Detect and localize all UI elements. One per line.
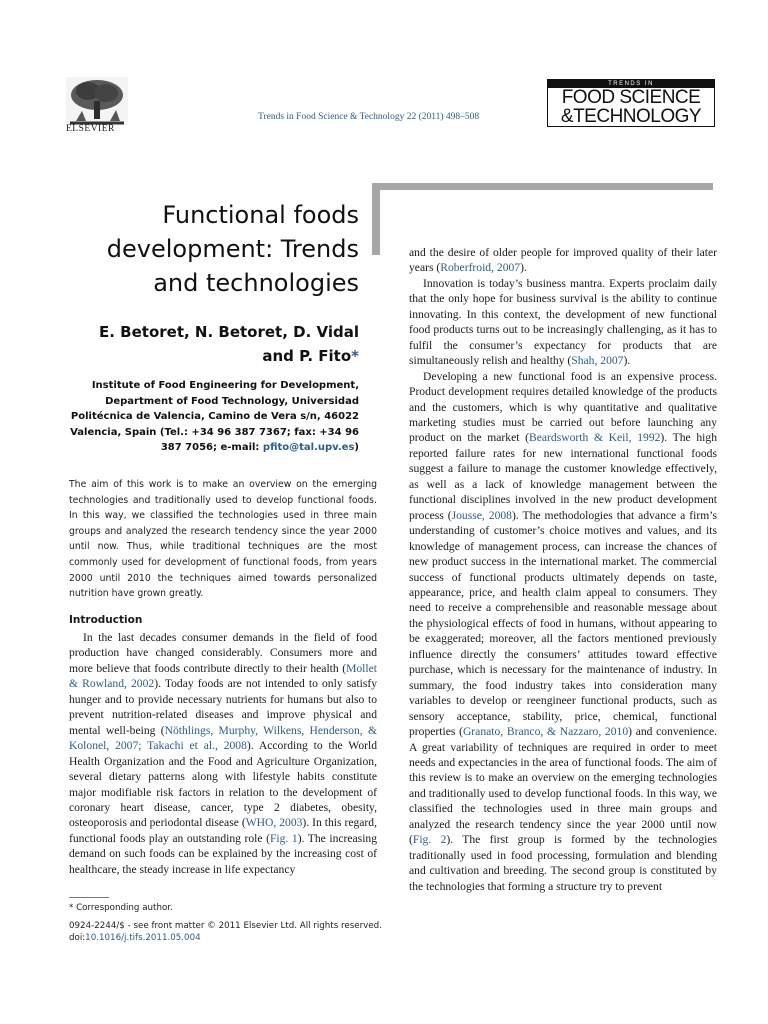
affiliation-line: Department of Food Technology, Universidad: [105, 395, 359, 407]
publisher-name: ELSEVIER: [66, 124, 115, 134]
body-text: ). The high reported failure rates for new international functional foods suggest a failure to manage the customer knowledge effectively, as well as a lack of knowledge management between the functional disciplines involved in the new product development process (: [409, 431, 717, 522]
body-paragraph: [409, 245, 717, 276]
title-line: development: Trends: [106, 235, 359, 263]
masthead-top: TRENDS IN: [548, 80, 714, 88]
affiliation-line: 387 7056; e-mail: pfito@tal.upv.es): [160, 442, 359, 454]
citation-link[interactable]: Beardsworth & Keil, 1992: [529, 431, 661, 445]
authors-line: and P. Fito*: [262, 347, 359, 365]
citation-link[interactable]: Fig. 2: [412, 833, 447, 847]
citation-link[interactable]: Jousse, 2008: [451, 508, 512, 522]
body-text: ). The increasing demand on such foods can be explained by the increasing cost of healthcare, the steady increase in life expectancy: [69, 831, 378, 876]
body-text: ). The first group is formed by the technologies traditionally used in food processing, formulation and blending and cultivation and breeding. The second group is constituted by the technologies that forming a structure try to prevent: [409, 833, 717, 893]
body-text: ). Today foods are not intended to only satisfy hunger and to provide necessary nutrients for humans but also to prevent nutrition-related diseases and improve physical and mental well-being (: [69, 677, 378, 737]
decorative-rule-vertical: [372, 183, 380, 255]
body-text: ) and convenience. A great variability of techniques are required in order to meet needs and expectancies in the area of functional foods. The aim of this review is to make an overview on the emerging technologies and traditionally used to develop functional foods. In this way, we classified the technologies used in three main groups and analyzed the research tendency since the year 2000 until now (: [409, 725, 717, 847]
affiliation-line: Institute of Food Engineering for Development,: [91, 380, 359, 391]
doi-link[interactable]: 10.1016/j.tifs.2011.05.004: [85, 933, 201, 943]
doi-line: doi:10.1016/j.tifs.2011.05.004: [69, 933, 201, 943]
body-text: ).: [623, 354, 631, 368]
author-affiliation: [59, 378, 359, 456]
citation-link[interactable]: Nöthlings, Murphy, Wilkens, Henderson, & Kolonel, 2007; Takachi et al., 2008: [69, 723, 377, 753]
authors-line: E. Betoret, N. Betoret, D. Vidal: [99, 323, 359, 341]
citation-link[interactable]: Roberfroid, 2007: [440, 261, 521, 275]
article-title: [59, 198, 359, 300]
footnote-rule: [69, 897, 109, 898]
journal-citation-link[interactable]: Trends in Food Science & Technology 22 (2011) 498–508: [258, 112, 480, 122]
body-text: ). According to the World Health Organization and the Food and Agriculture Organization, several dietary patterns along with lifestyle habits constitute major modifiable risk factors in relation to the development of coronary heart disease, cancer, type 2 diabetes, obesity, osteoporosis and periodontal disease (: [69, 739, 377, 830]
section-heading-introduction: Introduction: [69, 614, 143, 626]
body-column-right: [409, 245, 717, 894]
corresponding-author-mark[interactable]: *: [351, 347, 359, 365]
decorative-rule-horizontal: [372, 183, 713, 190]
body-column-left: [69, 630, 377, 877]
body-text: ). The methodologies that advance a firm’s understanding of customer’s choice motives and values, and its knowledge of management process, can increase the chances of new product success in the international market. The commercial success of functional products ultimately depends on taste, appearance, price, and health claim appeal to consumers. They need to receive a comprehensible and reasonable message about the physiological effects of food in humans, without appearing to be exaggerated; moreover, all the factors mentioned previously influence directly the consumers’ attitudes toward effective purchase, which is necessary for the maintenance of industry. In summary, the food industry takes into consideration many variables to develop or reengineer functional products, such as sensory acceptance, stability, price, chemical, functional properties (: [409, 508, 717, 739]
masthead-line-2: &TECHNOLOGY: [560, 106, 702, 127]
body-text: Innovation is today’s business mantra. Experts proclaim daily that the only hope for business survival is the ability to continue innovating. In this context, the development of new functional food products turns out to be increasingly challenging, as it has to fulfil the consumer’s expectancy for products that are simultaneously relish and healthy (: [409, 276, 717, 368]
article-authors: [59, 320, 359, 368]
body-paragraph: [409, 369, 717, 894]
body-paragraph: [69, 630, 377, 877]
citation-link[interactable]: Mollet & Rowland, 2002: [69, 661, 377, 691]
title-line: and technologies: [153, 269, 359, 297]
body-text: In the last decades consumer demands in the field of food production have changed considerably. Consumers more and more believe that foods contribute directly to their health (: [69, 631, 377, 675]
affiliation-line: Valencia, Spain (Tel.: +34 96 387 7367; fax: +34 96: [70, 426, 359, 438]
body-text: Developing a new functional food is an expensive process. Product development requires detailed knowledge of the products and the customers, which is why quantitative and qualitative marketing studies must be carried out before launching any product on the market (: [409, 369, 717, 445]
copyright-line: 0924-2244/$ - see front matter © 2011 Elsevier Ltd. All rights reserved.: [69, 921, 382, 931]
citation-link[interactable]: WHO, 2003: [245, 816, 303, 830]
body-paragraph: [409, 276, 717, 369]
article-abstract: The aim of this work is to make an overview on the emerging technologies and traditionally used to develop functional foods. In this way, we classified the technologies used in three main groups and analyzed the research tendency since the year 2000 until now. Thus, while traditional techniques are the most commonly used for development of functional foods, from years 2000 until 2010 the techniques aimed towards personalized nutrition have grown greatly.: [69, 479, 377, 600]
citation-link[interactable]: Shah, 2007: [571, 354, 624, 368]
citation-link[interactable]: Fig. 1: [269, 831, 298, 845]
masthead-line-1: FOOD SCIENCE: [561, 87, 701, 108]
author-email-link[interactable]: pfito@tal.upv.es: [262, 442, 355, 454]
title-line: Functional foods: [162, 201, 359, 229]
body-text: ).: [520, 261, 527, 275]
body-text: and the desire of older people for improved quality of their later years (: [409, 246, 717, 275]
journal-masthead: [547, 79, 715, 127]
citation-link[interactable]: Granato, Branco, & Nazzaro, 2010: [462, 725, 629, 739]
corresponding-author-footnote: * Corresponding author.: [69, 903, 173, 913]
body-text: ). In this regard, functional foods play an outstanding role (: [69, 816, 377, 845]
affiliation-line: Politécnica de Valencia, Camino de Vera s/n, 46022: [70, 411, 359, 423]
